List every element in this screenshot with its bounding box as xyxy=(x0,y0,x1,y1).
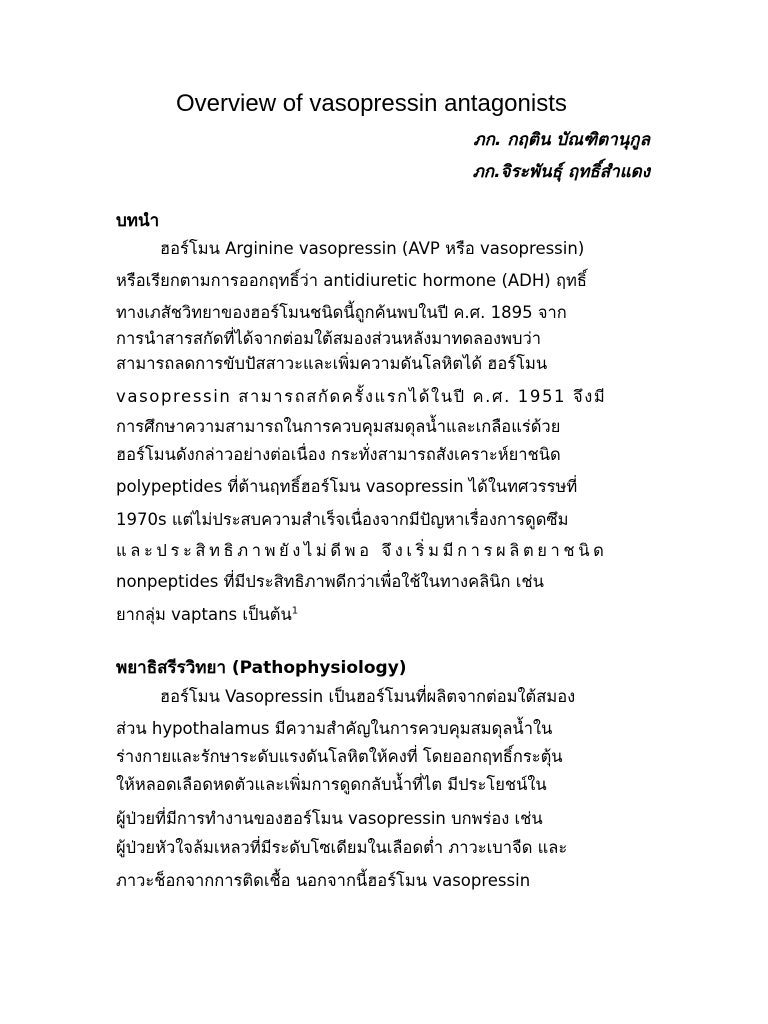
paragraph-line: การศึกษาความสามารถในการควบคุมสมดุลน้ำและเกลือแร่ด้วย xyxy=(116,417,561,436)
paragraph-line: ภาวะช็อกจากการติดเชื้อ นอกจากนี้ฮอร์โมน vasopressin xyxy=(116,871,531,890)
paragraph-line xyxy=(116,602,652,628)
paragraph-line: ทางเภสัชวิทยาของฮอร์โมนชนิดนี้ถูกค้นพบในปี ค.ศ. 1895 จาก xyxy=(116,303,567,322)
pathophysiology-heading: พยาธิสรีรวิทยา (Pathophysiology) xyxy=(116,658,407,678)
paragraph-line: การนำสารสกัดที่ได้จากต่อมใต้สมองส่วนหลังมาทดลองพบว่า xyxy=(116,329,541,348)
paragraph-line: หรือเรียกตามการออกฤทธิ์ว่า antidiuretic hormone (ADH) ฤทธิ์ xyxy=(116,271,587,290)
paragraph-line: ผู้ป่วยที่มีการทำงานของฮอร์โมน vasopressin บกพร่อง เช่น xyxy=(116,809,543,828)
paragraph-line: polypeptides ที่ต้านฤทธิ์ฮอร์โมน vasopressin ได้ในทศวรรษที่ xyxy=(116,477,578,496)
author-1: ภก. กฤติน บัณฑิตานุกูล xyxy=(473,130,650,150)
paragraph-line-text: ยากลุ่ม vaptans เป็นต้น xyxy=(116,605,292,624)
paragraph-line: ฮอร์โมน Arginine vasopressin (AVP หรือ vasopressin) xyxy=(160,239,585,258)
paragraph-line: vasopressin สามารถสกัดครั้งแรกได้ในปี ค.ศ. 1951 จึงมี xyxy=(116,387,607,406)
document-title: Overview of vasopressin antagonists xyxy=(176,90,567,117)
author-2: ภก.จิระพันธุ์ ฤทธิ์สำแดง xyxy=(472,162,650,182)
paragraph-line: ร่างกายและรักษาระดับแรงดันโลหิตให้คงที่ โดยออกฤทธิ์กระตุ้น xyxy=(116,747,563,766)
paragraph-line: 1970s แต่ไม่ประสบความสำเร็จเนื่องจากมีปัญหาเรื่องการดูดซึม xyxy=(116,510,569,529)
paragraph-line: ฮอร์โมน Vasopressin เป็นฮอร์โมนที่ผลิตจากต่อมใต้สมอง xyxy=(160,687,576,706)
paragraph-line: ผู้ป่วยหัวใจล้มเหลวที่มีระดับโซเดียมในเลือดต่ำ ภาวะเบาจืด และ xyxy=(116,838,568,857)
paragraph-line: ส่วน hypothalamus มีความสำคัญในการควบคุมสมดุลน้ำใน xyxy=(116,719,553,738)
paragraph-line: สามารถลดการขับปัสสาวะและเพิ่มความดันโลหิตได้ ฮอร์โมน xyxy=(116,354,548,373)
paragraph-line: ฮอร์โมนดังกล่าวอย่างต่อเนื่อง กระทั่งสามารถสังเคราะห์ยาชนิด xyxy=(116,445,561,464)
footnote-ref[interactable]: 1 xyxy=(291,605,299,617)
paragraph-line: ให้หลอดเลือดหดตัวและเพิ่มการดูดกลับน้ำที่ไต มีประโยชน์ใน xyxy=(116,775,547,794)
paragraph-line: nonpeptides ที่มีประสิทธิภาพดีกว่าเพื่อใช้ในทางคลินิก เช่น xyxy=(116,572,544,591)
paragraph-line: และประสิทธิภาพยังไม่ดีพอ จึงเริ่มมีการผลิตยาชนิด xyxy=(116,541,608,560)
intro-heading: บทนำ xyxy=(116,211,160,231)
